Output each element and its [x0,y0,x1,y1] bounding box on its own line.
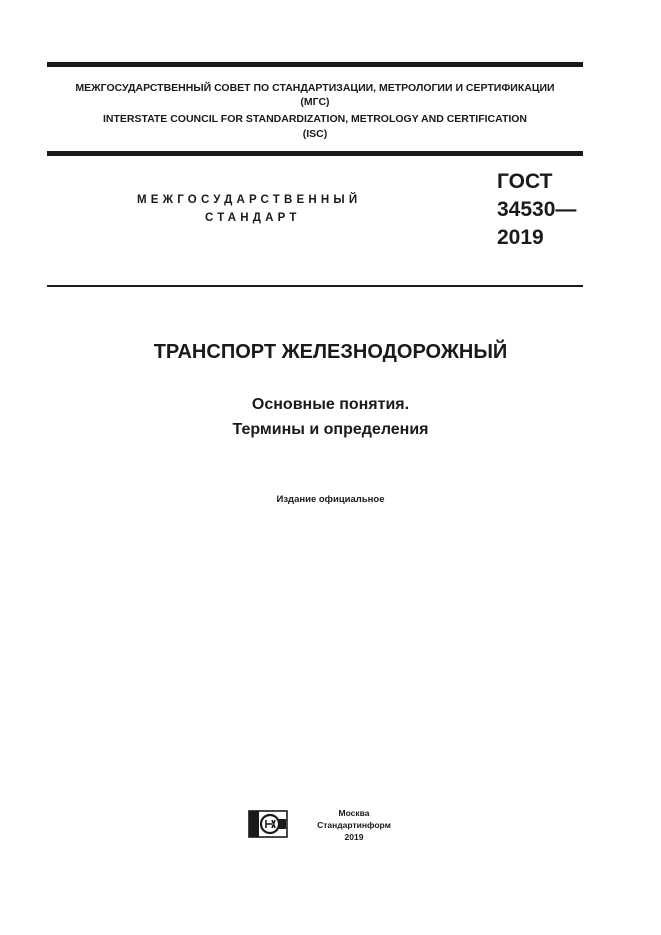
council-ru: МЕЖГОСУДАРСТВЕННЫЙ СОВЕТ ПО СТАНДАРТИЗАЦИИ, МЕТРОЛОГИИ И СЕРТИФИКАЦИИ [75,82,555,94]
council-ru-abbr: (МГС) [300,96,330,108]
gost-number: 34530— [497,198,577,221]
gost-year: 2019 [497,226,544,249]
publisher-name: Стандартинформ [317,820,391,830]
edition-label: Издание официальное [276,494,385,505]
standard-type-line1: МЕЖГОСУДАРСТВЕННЫЙ [137,194,362,206]
document-subtitle-line2: Термины и определения [232,421,429,438]
publisher-city: Москва [338,808,370,818]
council-en-abbr: (ISC) [302,128,328,140]
designation-rule [47,285,583,287]
publisher-year: 2019 [344,832,364,842]
document-subtitle-line1: Основные понятия. [251,396,410,413]
standard-type-line2: СТАНДАРТ [205,212,301,224]
standartinform-logo-icon [248,810,288,838]
document-title: ТРАНСПОРТ ЖЕЛЕЗНОДОРОЖНЫЙ [153,341,508,363]
council-en: INTERSTATE COUNCIL FOR STANDARDIZATION, METROLOGY AND CERTIFICATION [102,113,528,125]
header-bottom-rule [47,151,583,156]
top-rule [47,62,583,67]
gost-label: ГОСТ [497,170,553,193]
